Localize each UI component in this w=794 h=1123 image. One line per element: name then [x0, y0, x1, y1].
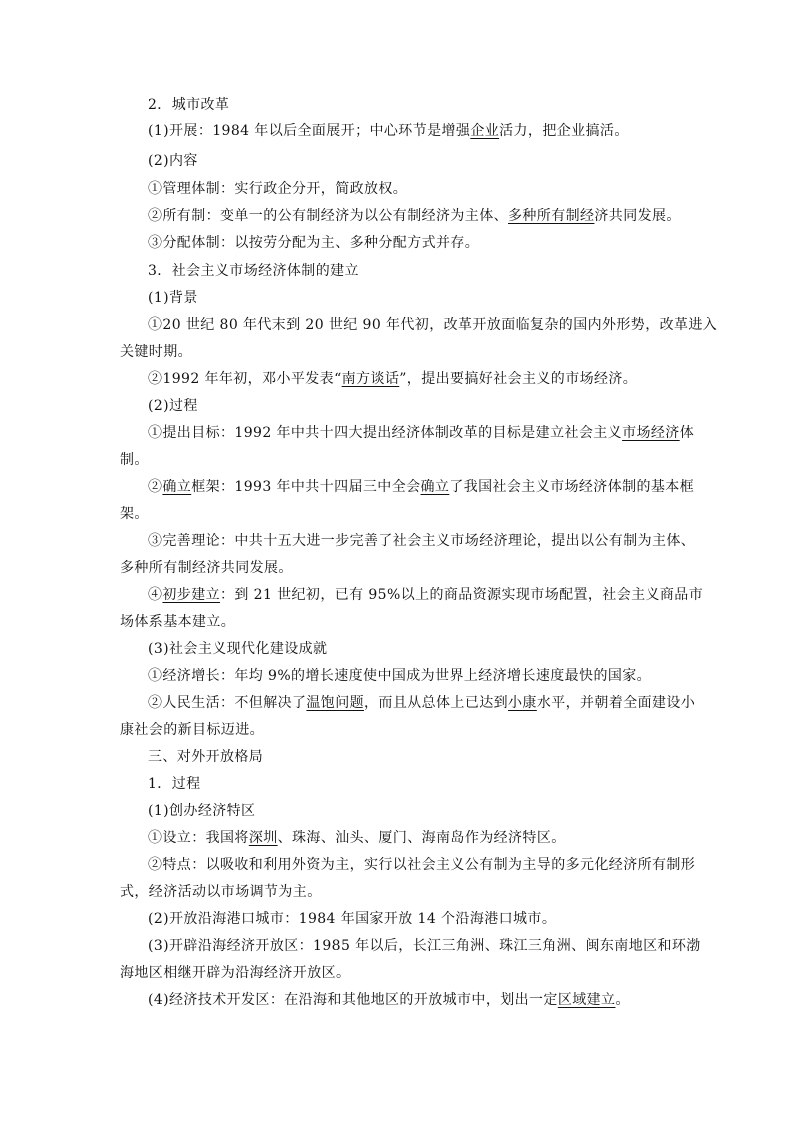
text-run: ①设立：我国将 — [148, 830, 249, 846]
text-run: ②人民生活：不但解决了 — [148, 695, 307, 711]
underlined-term: 初步建立 — [162, 587, 221, 603]
text-run: (1)创办经济特区 — [148, 803, 256, 819]
l-gc2b — [120, 505, 680, 523]
l-kaizhan — [148, 122, 680, 140]
l-tq2b — [120, 883, 680, 901]
l-tq1 — [148, 829, 680, 847]
text-run: (3)社会主义现代化建设成就 — [148, 641, 328, 657]
text-run: (3)开辟沿海经济开放区：1985 年以后，长江三角洲、珠江三角洲、闽东南地区和环渤 — [148, 938, 701, 954]
text-run: 2．城市改革 — [148, 97, 230, 113]
l-gangkou — [148, 910, 680, 928]
l-cj2a — [148, 694, 696, 712]
text-run: ③分配体制：以按劳分配为主、多种分配方式并存。 — [148, 235, 480, 251]
text-run: (1)背景 — [148, 290, 198, 306]
underlined-term: 确立 — [420, 479, 450, 495]
text-run: 、珠海、汕头、厦门、海南岛作为经济特区。 — [277, 830, 566, 846]
h-city-reform — [148, 96, 680, 114]
text-run: 活力，把企业搞活。 — [499, 123, 629, 139]
text-run: ②1992 年年初，邓小平发表“ — [148, 371, 342, 387]
l-jishu — [148, 991, 680, 1009]
text-run: 关键时期。 — [120, 344, 192, 360]
text-run: ②所有制：变单一的公有制经济为以公有制经济为主体、 — [148, 208, 508, 224]
l-gc1a — [148, 424, 695, 442]
l-guanli — [148, 180, 680, 198]
text-run: 海地区相继开辟为沿海经济开放区。 — [120, 965, 351, 981]
text-run: 场体系基本建立。 — [120, 614, 236, 630]
l-gc3a — [148, 532, 696, 550]
h-guocheng — [148, 775, 680, 793]
underlined-term: 多种所有制经 — [508, 208, 595, 224]
underlined-term: 市场经济 — [622, 425, 680, 441]
underlined-term: 南方谈话 — [341, 371, 400, 387]
text-run: ③完善理论：中共十五大进一步完善了社会主义市场经济理论，提出以公有制为主体、 — [148, 533, 696, 549]
l-gc4b — [120, 613, 680, 631]
text-run: ④ — [148, 587, 163, 603]
l-gc4a — [148, 586, 704, 604]
l-kaifaqu-a — [148, 937, 701, 955]
l-beijing — [148, 289, 680, 307]
text-run: ①管理体制：实行政企分开，简政放权。 — [148, 181, 408, 197]
l-bj1a — [148, 316, 718, 334]
text-run: 框架：1993 年中共十四届三中全会 — [191, 479, 421, 495]
l-gc3b — [120, 559, 680, 577]
text-run: ”，提出要搞好社会主义的市场经济。 — [399, 371, 638, 387]
underlined-term: 区域建立 — [557, 992, 616, 1008]
text-run: 。 — [615, 992, 630, 1008]
text-run: (2)内容 — [148, 153, 198, 169]
text-run: 制。 — [120, 452, 149, 468]
text-run: 多种所有制经济共同发展。 — [120, 560, 293, 576]
text-run: (4)经济技术开发区：在沿海和其他地区的开放城市中，划出一定 — [148, 992, 558, 1008]
l-bj2 — [148, 370, 680, 388]
text-run: ①经济增长：年均 9%的增长速度使中国成为世界上经济增长速度最快的国家。 — [148, 668, 652, 684]
text-run: 3．社会主义市场经济体制的建立 — [148, 263, 359, 279]
l-gc2a — [148, 478, 695, 496]
l-suoyou — [148, 207, 680, 225]
text-run: 了我国社会主义市场经济体制的基本框 — [449, 479, 695, 495]
underlined-term: 深圳 — [248, 830, 278, 846]
text-run: 三、对外开放格局 — [148, 749, 264, 765]
l-bj1b — [120, 343, 680, 361]
underlined-term: 企业 — [470, 123, 500, 139]
text-run: ，而且从总体上已达到 — [364, 695, 509, 711]
l-fenpei — [148, 234, 680, 252]
text-run: 济共同发展。 — [594, 208, 681, 224]
underlined-term: 确立 — [162, 479, 192, 495]
text-run: ②特点：以吸收和利用外资为主，实行以社会主义公有制为主导的多元化经济所有制形 — [148, 857, 696, 873]
text-run: 式，经济活动以市场调节为主。 — [120, 884, 322, 900]
text-run: ①提出目标：1992 年中共十四大提出经济体制改革的目标是建立社会主义 — [148, 425, 623, 441]
text-run: 体 — [679, 425, 695, 441]
underlined-term: 温饱问题 — [306, 695, 365, 711]
l-kaifaqu-b — [120, 964, 680, 982]
text-run: 1．过程 — [148, 776, 201, 792]
text-run: (1)开展：1984 年以后全面展开；中心环节是增强 — [148, 123, 471, 139]
l-tequ — [148, 802, 680, 820]
l-neirong — [148, 152, 680, 170]
l-gc1b — [120, 451, 680, 469]
text-run: ①20 世纪 80 年代末到 20 世纪 90 年代初，改革开放面临复杂的国内外形势，改革进入 — [148, 317, 718, 333]
underlined-term: 小康 — [508, 695, 537, 711]
text-run: 水平，并朝着全面建设小 — [536, 695, 696, 711]
l-tq2a — [148, 856, 696, 874]
text-run: (2)开放沿海港口城市：1984 年国家开放 14 个沿海港口城市。 — [148, 911, 557, 927]
h-market — [148, 262, 680, 280]
l-chengjiu — [148, 640, 680, 658]
h-san — [148, 748, 680, 766]
l-cj1 — [148, 667, 680, 685]
text-run: 康社会的新目标迈进。 — [120, 722, 264, 738]
text-run: (2)过程 — [148, 398, 198, 414]
l-cj2b — [120, 721, 680, 739]
text-run: ：到 21 世纪初，已有 95%以上的商品资源实现市场配置，社会主义商品市 — [220, 587, 704, 603]
text-run: ② — [148, 479, 163, 495]
text-run: 架。 — [120, 506, 149, 522]
l-guocheng — [148, 397, 680, 415]
